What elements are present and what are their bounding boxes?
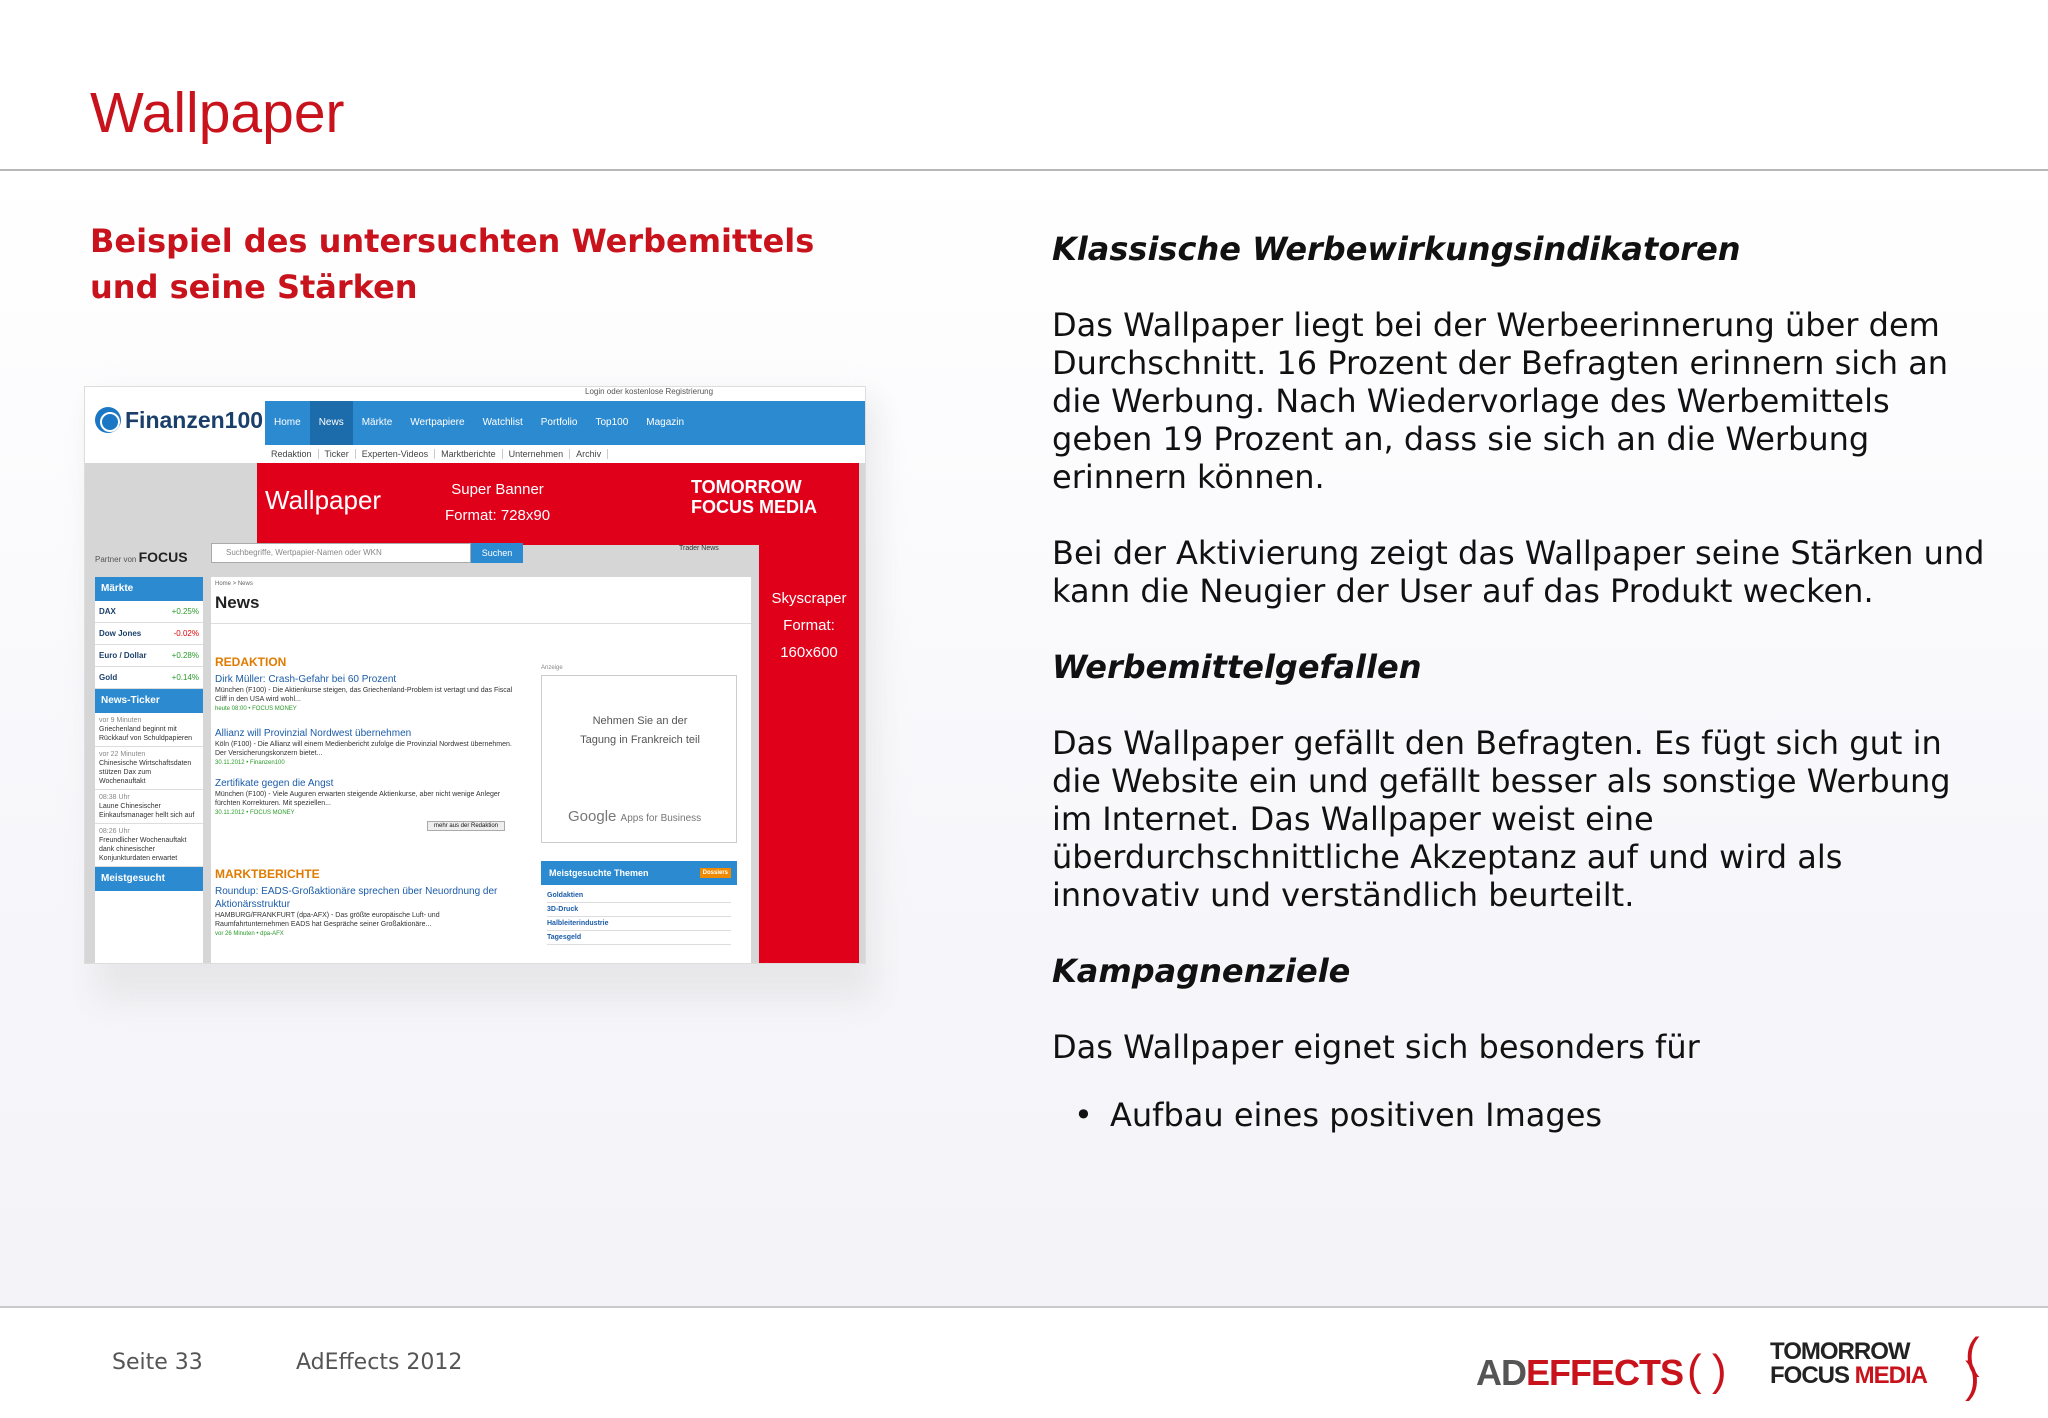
site-nav bbox=[265, 401, 866, 445]
skyscraper-name: Skyscraper bbox=[771, 590, 847, 607]
section-paragraph: Das Wallpaper gefällt den Befragten. Es fügt sich gut in die Website ein und gefällt besser als sonstige Werbung im Internet. Das Wallpaper weist eine überdurchschnittliche Akzeptanz auf und wird als innovativ und verständlich beurteilt. bbox=[1052, 724, 1951, 914]
google-logo bbox=[568, 808, 701, 825]
subtitle-line-1: Beispiel des untersuchten Werbemittels bbox=[90, 222, 815, 260]
article-text: HAMBURG/FRANKFURT (dpa-AFX) - Das größte europäische Luft- und Raumfahrtunternehmen EADS hat Gespräche seiner Großaktionäre... bbox=[215, 912, 440, 928]
adeffects-bracket-icon: ( ) bbox=[1687, 1346, 1726, 1395]
google-ad-text bbox=[542, 712, 738, 750]
bullet-icon: • bbox=[1074, 1096, 1093, 1134]
trader-news-link: Trader News bbox=[679, 545, 719, 552]
google-ad-sub: Apps for Business bbox=[620, 813, 702, 824]
main-content bbox=[211, 577, 751, 964]
subnav-item: Marktberichte bbox=[435, 449, 503, 459]
article-meta: 30.11.2012 • Finanzen100 bbox=[215, 760, 285, 766]
text-column bbox=[1052, 230, 1992, 1134]
article bbox=[215, 673, 515, 714]
ticker-text: Griechenland beginnt mit Rückkauf von Schuldpapieren bbox=[99, 726, 193, 742]
title-divider bbox=[0, 169, 2048, 171]
section-heading-indikatoren: Klassische Werbewirkungsindikatoren bbox=[1052, 230, 1741, 268]
left-sidebar bbox=[95, 577, 203, 964]
tfm-ad-logo-line1: TOMORROW bbox=[691, 477, 802, 497]
page-number: Seite 33 bbox=[112, 1350, 203, 1375]
breadcrumb: Home > News bbox=[215, 581, 253, 587]
market-row bbox=[95, 667, 203, 689]
article bbox=[215, 885, 515, 939]
partner-focus bbox=[95, 549, 188, 565]
ad-label: Anzeige bbox=[541, 665, 563, 671]
ticker-item bbox=[95, 713, 203, 747]
meistgesucht-heading: Meistgesucht bbox=[95, 867, 203, 891]
login-link: Login oder kostenlose Registrierung bbox=[585, 387, 714, 396]
subnav-item: Unternehmen bbox=[503, 449, 571, 459]
ticker-text: Laune Chinesischer Einkaufsmanager hellt sich auf bbox=[99, 803, 195, 819]
section-paragraph: Das Wallpaper eignet sich besonders für bbox=[1052, 1028, 1700, 1066]
google-ad-line1: Nehmen Sie an der bbox=[592, 715, 688, 727]
article-meta: vor 26 Minuten • dpa-AFX bbox=[215, 931, 284, 937]
skyscraper-format-label: Format: bbox=[783, 617, 835, 634]
subnav-item: Archiv bbox=[570, 449, 608, 459]
market-row bbox=[95, 623, 203, 645]
article-title: Zertifikate gegen die Angst bbox=[215, 778, 334, 789]
redaktion-heading: REDAKTION bbox=[215, 655, 287, 669]
tfm-ad-logo bbox=[691, 477, 817, 517]
bullet-list bbox=[1052, 1096, 1992, 1134]
meistgesuchte-themen-label: Meistgesuchte Themen bbox=[549, 868, 649, 878]
article bbox=[215, 777, 515, 818]
theme-item: 3D-Druck bbox=[547, 903, 731, 917]
article-text: München (F100) - Die Aktienkurse steigen, das Griechenland-Problem ist vertagt und das Fiscal Cliff in den USA wird wohl... bbox=[215, 687, 513, 703]
themes-list bbox=[547, 889, 731, 945]
tfm-logo-line2 bbox=[1770, 1364, 1927, 1388]
nav-maerkte: Märkte bbox=[361, 417, 393, 428]
market-value: +0.14% bbox=[171, 673, 199, 682]
tfm-bracket-icon: ( ) bbox=[1965, 1329, 1979, 1402]
market-value: +0.28% bbox=[171, 651, 199, 660]
subnav-item: Ticker bbox=[319, 449, 356, 459]
article-meta: 30.11.2012 • FOCUS MONEY bbox=[215, 810, 295, 816]
market-row bbox=[95, 601, 203, 623]
nav-portfolio: Portfolio bbox=[540, 417, 578, 428]
ticker-time: 08:26 Uhr bbox=[99, 828, 130, 835]
tfm-logo-focus: FOCUS bbox=[1770, 1362, 1849, 1389]
section-paragraph: Bei der Aktivierung zeigt das Wallpaper seine Stärken und kann die Neugier der User auf das Produkt wecken. bbox=[1052, 534, 1985, 610]
market-name: Gold bbox=[99, 673, 118, 682]
meistgesuchte-themen-heading bbox=[541, 861, 737, 885]
slide-subtitle bbox=[90, 218, 850, 310]
market-name: Euro / Dollar bbox=[99, 651, 147, 660]
tfm-logo-media: MEDIA bbox=[1854, 1362, 1928, 1389]
ticker-time: vor 9 Minuten bbox=[99, 717, 142, 724]
nav-top100: Top100 bbox=[595, 417, 629, 428]
section-heading-kampagnenziele: Kampagnenziele bbox=[1052, 952, 1351, 990]
adeffects-logo-ad: AD bbox=[1476, 1352, 1526, 1393]
site-logo-text: Finanzen100 bbox=[125, 407, 264, 433]
super-banner-ad bbox=[257, 463, 859, 545]
nav-wertpapiere: Wertpapiere bbox=[410, 417, 465, 428]
article-meta: heute 08:00 • FOCUS MONEY bbox=[215, 706, 297, 712]
article-text: Köln (F100) - Die Allianz will einem Medienbericht zufolge die Provinzial Nordwest übernehmen. Der Versicherungskonzern bietet... bbox=[215, 741, 512, 757]
footer-divider bbox=[0, 1306, 2048, 1308]
site-logo bbox=[95, 407, 263, 434]
theme-item: Tagesgeld bbox=[547, 931, 731, 945]
nav-magazin: Magazin bbox=[646, 417, 685, 428]
ticker-time: vor 22 Minuten bbox=[99, 751, 146, 758]
ticker-text: Chinesische Wirtschaftsdaten stützen Dax zum Wochenauftakt bbox=[99, 760, 192, 785]
subnav-item: Experten-Videos bbox=[356, 449, 435, 459]
nav-watchlist: Watchlist bbox=[482, 417, 523, 428]
section-paragraph: Das Wallpaper liegt bei der Werbeerinnerung über dem Durchschnitt. 16 Prozent der Befragten erinnern sich an die Werbung. Nach Wiedervorlage des Werbemittels geben 19 Prozent an, dass sie sich an die Werbung erinnern können. bbox=[1052, 306, 1949, 496]
site-subnav bbox=[265, 445, 866, 463]
ticker-item bbox=[95, 747, 203, 790]
market-name: Dow Jones bbox=[99, 629, 142, 638]
adeffects-logo-effects: EFFECTS bbox=[1526, 1352, 1684, 1393]
super-banner-label bbox=[445, 477, 550, 529]
maerkte-heading: Märkte bbox=[95, 577, 203, 601]
google-ad-line2: Tagung in Frankreich teil bbox=[580, 734, 700, 746]
article-title: Roundup: EADS-Großaktionäre sprechen über Neuordnung der Aktionärsstruktur bbox=[215, 886, 498, 910]
subnav-item: Redaktion bbox=[265, 449, 319, 459]
article-title: Dirk Müller: Crash-Gefahr bei 60 Prozent bbox=[215, 674, 397, 685]
footer-label: AdEffects 2012 bbox=[296, 1350, 463, 1375]
ticker-item bbox=[95, 824, 203, 867]
more-redaktion-button: mehr aus der Redaktion bbox=[427, 821, 505, 831]
subtitle-line-2: und seine Stärken bbox=[90, 268, 418, 306]
list-item bbox=[1052, 1096, 1992, 1134]
article-text: München (F100) - Viele Auguren erwarten steigende Aktienkurse, aber nicht wenige Anleger fürchten Korrekturen. Mit speziellen... bbox=[215, 791, 501, 807]
marktberichte-heading: MARKTBERICHTE bbox=[215, 867, 320, 881]
list-item-text: Aufbau eines positiven Images bbox=[1110, 1096, 1603, 1134]
nav-home: Home bbox=[274, 417, 301, 428]
partner-label: Partner von bbox=[95, 555, 137, 564]
skyscraper-format-value: 160x600 bbox=[780, 644, 838, 661]
nav-news: News bbox=[310, 401, 353, 445]
ticker-time: 08:38 Uhr bbox=[99, 794, 130, 801]
ticker-text: Freundlicher Wochenauftakt dank chinesischer Konjunkturdaten erwartet bbox=[99, 837, 187, 862]
article-title: Allianz will Provinzial Nordwest übernehmen bbox=[215, 728, 412, 739]
market-value: -0.02% bbox=[173, 629, 199, 638]
ticker-item bbox=[95, 790, 203, 824]
dossiers-badge: Dossiers bbox=[700, 868, 731, 878]
tfm-ad-logo-line2: FOCUS MEDIA bbox=[691, 497, 817, 517]
super-banner-name: Super Banner bbox=[451, 481, 544, 498]
google-ad bbox=[541, 675, 737, 843]
skyscraper-ad bbox=[759, 545, 859, 964]
google-wordmark: Google bbox=[568, 808, 617, 825]
news-heading: News bbox=[211, 591, 751, 624]
finanzen-logo-icon bbox=[95, 407, 121, 433]
focus-logo: FOCUS bbox=[138, 549, 188, 565]
article bbox=[215, 727, 515, 768]
site-search-button: Suchen bbox=[471, 543, 523, 563]
wallpaper-label: Wallpaper bbox=[265, 485, 382, 515]
skyscraper-label bbox=[765, 585, 853, 666]
tfm-logo-line1: TOMORROW bbox=[1770, 1338, 1910, 1365]
tomorrow-focus-media-logo bbox=[1770, 1329, 1979, 1402]
section-heading-gefallen: Werbemittelgefallen bbox=[1052, 648, 1422, 686]
website-screenshot bbox=[84, 386, 866, 964]
ticker-heading: News-Ticker bbox=[95, 689, 203, 713]
site-search-input: Suchbegriffe, Wertpapier-Namen oder WKN bbox=[211, 543, 471, 563]
adeffects-logo bbox=[1476, 1346, 1726, 1396]
market-row bbox=[95, 645, 203, 667]
market-value: +0.25% bbox=[171, 607, 199, 616]
theme-item: Halbleiterindustrie bbox=[547, 917, 731, 931]
super-banner-format: Format: 728x90 bbox=[445, 507, 551, 524]
page-title: Wallpaper bbox=[90, 81, 345, 145]
theme-item: Goldaktien bbox=[547, 889, 731, 903]
market-name: DAX bbox=[99, 607, 116, 616]
